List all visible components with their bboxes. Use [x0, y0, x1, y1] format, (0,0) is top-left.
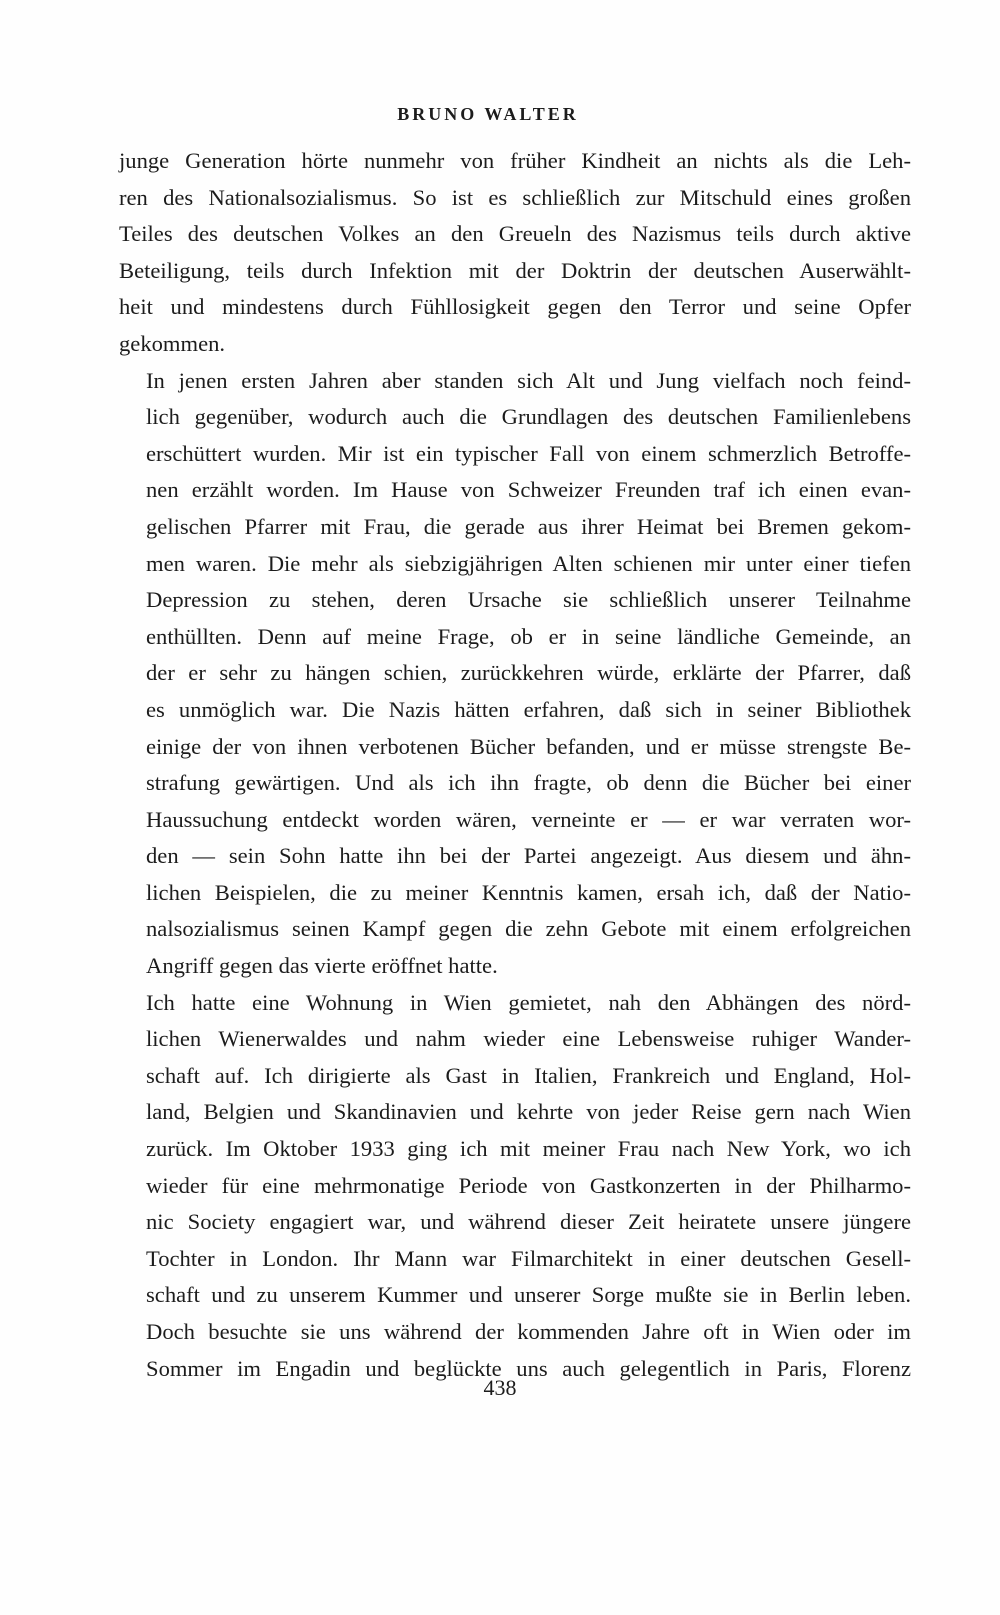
text-line: heit und mindestens durch Fühllosigkeit gegen den Terror und seine Opfer — [119, 294, 911, 320]
text-line: ren des Nationalsozialismus. So ist es schließlich zur Mitschuld eines großen — [119, 184, 911, 210]
text-line: Ich hatte eine Wohnung in Wien gemietet, nah den Abhängen des nörd- — [146, 989, 911, 1015]
text-line: strafung gewärtigen. Und als ich ihn fragte, ob denn die Bücher bei einer — [146, 770, 911, 796]
text-line: nalsozialismus seinen Kampf gegen die zehn Gebote mit einem erfolgreichen — [146, 916, 911, 942]
text-line: land, Belgien und Skandinavien und kehrte von jeder Reise gern nach Wien — [146, 1099, 911, 1125]
text-line: Teiles des deutschen Volkes an den Greueln des Nazismus teils durch aktive — [119, 221, 911, 247]
text-line: lichen Wienerwaldes und nahm wieder eine Lebensweise ruhiger Wander- — [146, 1026, 911, 1052]
text-line: Depression zu stehen, deren Ursache sie schließlich unserer Teilnahme — [146, 587, 911, 613]
text-line: Doch besuchte sie uns während der kommenden Jahre oft in Wien oder im — [146, 1319, 911, 1344]
text-line: erschüttert wurden. Mir ist ein typischer Fall von einem schmerzlich Betroffe- — [146, 440, 911, 466]
text-line: In jenen ersten Jahren aber standen sich Alt und Jung vielfach noch feind- — [146, 367, 911, 393]
text-line: enthüllten. Denn auf meine Frage, ob er in seine ländliche Gemeinde, an — [146, 623, 911, 649]
text-line: der er sehr zu hängen schien, zurückkehren würde, erklärte der Pfarrer, daß — [146, 660, 911, 686]
text-line: Beteiligung, teils durch Infektion mit der Doktrin der deutschen Auserwählt- — [119, 257, 911, 283]
text-line: schaft auf. Ich dirigierte als Gast in Italien, Frankreich und England, Hol- — [146, 1062, 911, 1088]
text-line: nen erzählt worden. Im Hause von Schweizer Freunden traf ich einen evan- — [146, 477, 911, 503]
text-line: zurück. Im Oktober 1933 ging ich mit meiner Frau nach New York, wo ich — [146, 1136, 911, 1162]
text-line: men waren. Die mehr als siebzigjährigen Alten schienen mir unter einer tiefen — [146, 550, 911, 576]
text-line: gelischen Pfarrer mit Frau, die gerade aus ihrer Heimat bei Bremen gekom- — [146, 513, 911, 539]
paragraph — [119, 985, 911, 1388]
body-text — [119, 143, 911, 1387]
text-line: einige der von ihnen verbotenen Bücher befanden, und er müsse strengste Be- — [146, 733, 911, 759]
running-head: BRUNO WALTER — [397, 104, 579, 124]
text-line: Tochter in London. Ihr Mann war Filmarchitekt in einer deutschen Gesell- — [146, 1245, 911, 1271]
text-line: Sommer im Engadin und beglückte uns auch gelegentlich in Paris, Florenz — [146, 1355, 911, 1381]
text-line: es unmöglich war. Die Nazis hätten erfahren, daß sich in seiner Bibliothek — [146, 696, 911, 722]
text-line: den — sein Sohn hatte ihn bei der Partei angezeigt. Aus diesem und ähn- — [146, 843, 911, 869]
text-line: wieder für eine mehrmonatige Periode von Gastkonzerten in der Philharmo- — [146, 1172, 911, 1198]
text-line: schaft und zu unserem Kummer und unserer Sorge mußte sie in Berlin leben. — [146, 1282, 911, 1308]
text-line: nic Society engagiert war, und während dieser Zeit heiratete unsere jüngere — [146, 1209, 911, 1235]
text-line: lichen Beispielen, die zu meiner Kenntnis kamen, ersah ich, daß der Natio- — [146, 879, 911, 905]
page-number: 438 — [483, 1375, 517, 1400]
text-line: junge Generation hörte nunmehr von früher Kindheit an nichts als die Leh- — [119, 148, 911, 173]
text-line: lich gegenüber, wodurch auch die Grundlagen des deutschen Familienlebens — [146, 404, 911, 430]
paragraph — [119, 143, 911, 363]
text-line: Angriff gegen das vierte eröffnet hatte. — [146, 953, 498, 979]
paragraph — [119, 363, 911, 985]
text-line: gekommen. — [119, 330, 226, 356]
text-line: Haussuchung entdeckt worden wären, verneinte er — er war verraten wor- — [146, 806, 911, 832]
